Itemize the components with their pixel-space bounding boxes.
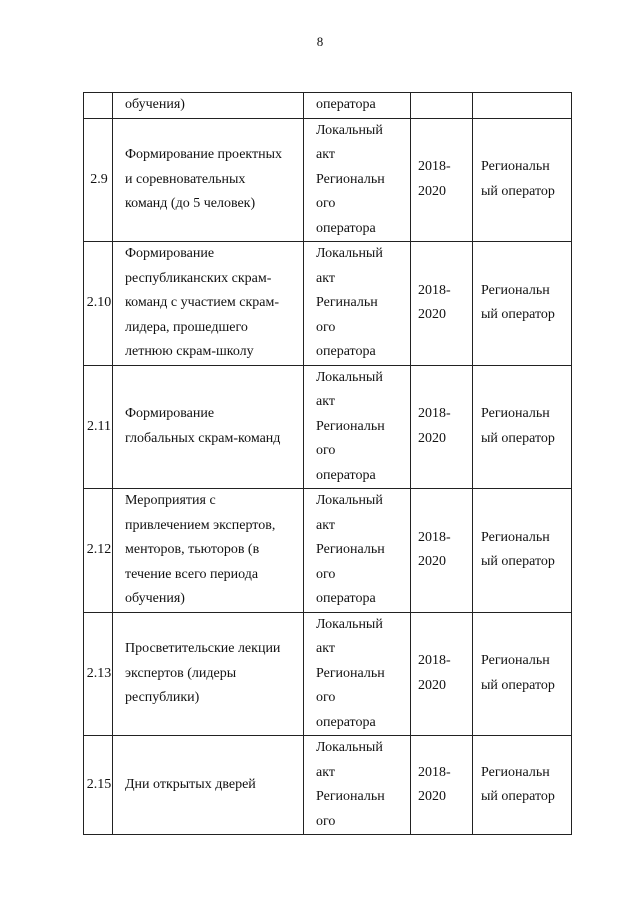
cell-activity-name — [113, 93, 304, 119]
cell-line: оператора — [316, 467, 376, 483]
cell-line: экспертов (лидеры — [125, 665, 237, 681]
table-row — [84, 612, 572, 736]
activities-table — [83, 92, 572, 835]
cell-line: ого — [316, 443, 336, 458]
cell-document — [304, 118, 411, 242]
cell-line: Региональн — [481, 406, 550, 422]
cell-line: ый оператор — [481, 307, 555, 323]
cell-line: Локальный — [316, 740, 383, 755]
cell-line: команд (до 5 человек) — [125, 196, 256, 211]
table-row — [84, 736, 572, 835]
cell-line: акт — [316, 641, 335, 656]
cell-line: оператора — [316, 344, 376, 359]
cell-line: Региональн — [316, 418, 385, 434]
cell-document — [304, 736, 411, 835]
cell-line: оператора — [316, 220, 376, 236]
cell-line: обучения) — [125, 97, 185, 112]
cell-responsible — [473, 489, 572, 613]
cell-period — [411, 612, 473, 736]
cell-period — [411, 93, 473, 119]
table-row — [84, 489, 572, 613]
page-number: 8 — [316, 34, 324, 49]
cell-line: акт — [316, 147, 335, 162]
cell-line: 2020 — [418, 554, 446, 570]
cell-line: обучения) — [125, 591, 185, 606]
cell-line: Региональн — [481, 764, 550, 780]
cell-line: Региональн — [316, 171, 385, 187]
cell-line: Региональн — [481, 159, 550, 175]
cell-line: привлечением экспертов, — [125, 517, 276, 533]
cell-line: 2020 — [418, 183, 446, 199]
table-row — [84, 242, 572, 366]
cell-line: Региональн — [481, 653, 550, 669]
table-row-continuation — [84, 93, 572, 119]
cell-period — [411, 118, 473, 242]
cell-line: ый оператор — [481, 554, 555, 570]
cell-responsible — [473, 242, 572, 366]
cell-line: Локальный — [316, 493, 383, 508]
cell-line: оператора — [316, 714, 376, 730]
cell-line: республики) — [125, 690, 200, 705]
cell-number: 2.9 — [84, 118, 113, 242]
cell-line: 2018- — [418, 282, 451, 298]
cell-line: ого — [316, 813, 336, 829]
table-row — [84, 365, 572, 489]
cell-period — [411, 242, 473, 366]
cell-document — [304, 489, 411, 613]
cell-number — [84, 93, 113, 119]
cell-responsible — [473, 612, 572, 736]
cell-line: ый оператор — [481, 677, 555, 693]
cell-line: 2020 — [418, 789, 446, 804]
cell-line: оператора — [316, 97, 376, 112]
cell-line: Региональн — [316, 789, 385, 804]
cell-line: Региональн — [316, 665, 385, 681]
cell-line: акт — [316, 764, 335, 780]
cell-line: Локальный — [316, 369, 383, 385]
cell-line: ый оператор — [481, 183, 555, 199]
cell-line: ый оператор — [481, 430, 555, 446]
cell-line: ый оператор — [481, 789, 555, 804]
cell-line: Региональн — [481, 282, 550, 298]
cell-line: Дни открытых дверей — [125, 776, 256, 792]
cell-line: оператора — [316, 591, 376, 606]
cell-line: Регинальн — [316, 295, 378, 310]
cell-activity-name — [113, 489, 304, 613]
cell-line: лидера, прошедшего — [125, 319, 248, 335]
cell-line: течение всего периода — [125, 566, 259, 582]
cell-line: Мероприятия с — [125, 493, 216, 508]
cell-line: ого — [316, 566, 336, 582]
cell-activity-name — [113, 242, 304, 366]
cell-line: ого — [316, 690, 336, 705]
cell-line: 2020 — [418, 677, 446, 693]
cell-line: 2020 — [418, 307, 446, 323]
cell-document — [304, 242, 411, 366]
cell-activity-name — [113, 365, 304, 489]
cell-line: Просветительские лекции — [125, 641, 281, 656]
cell-responsible — [473, 93, 572, 119]
cell-number: 2.12 — [84, 489, 113, 613]
cell-number: 2.13 — [84, 612, 113, 736]
cell-line: Региональн — [481, 529, 550, 545]
cell-line: глобальных скрам-команд — [125, 430, 281, 446]
cell-line: акт — [316, 270, 335, 286]
cell-responsible — [473, 118, 572, 242]
cell-number: 2.11 — [84, 365, 113, 489]
cell-line: акт — [316, 394, 335, 409]
cell-number: 2.15 — [84, 736, 113, 835]
cell-document — [304, 612, 411, 736]
cell-line: менторов, тьюторов (в — [125, 542, 260, 557]
cell-line: республиканских скрам- — [125, 270, 272, 286]
cell-number: 2.10 — [84, 242, 113, 366]
cell-line: Локальный — [316, 616, 383, 632]
cell-line: ого — [316, 196, 336, 211]
cell-line: 2018- — [418, 764, 451, 780]
cell-period — [411, 489, 473, 613]
cell-line: 2018- — [418, 159, 451, 175]
cell-line: 2018- — [418, 406, 451, 422]
cell-line: и соревновательных — [125, 171, 246, 187]
cell-responsible — [473, 365, 572, 489]
cell-document — [304, 365, 411, 489]
cell-line: Локальный — [316, 246, 383, 261]
cell-line: Формирование — [125, 406, 215, 422]
cell-line: 2018- — [418, 653, 451, 669]
cell-line: летнюю скрам-школу — [125, 344, 254, 359]
cell-period — [411, 365, 473, 489]
cell-line: Локальный — [316, 122, 383, 138]
cell-line: 2020 — [418, 430, 446, 446]
cell-activity-name — [113, 612, 304, 736]
cell-line: Формирование — [125, 246, 215, 261]
cell-line: 2018- — [418, 529, 451, 545]
table-body — [84, 93, 572, 835]
cell-document — [304, 93, 411, 119]
cell-line: ого — [316, 319, 336, 335]
cell-activity-name — [113, 736, 304, 835]
cell-line: акт — [316, 517, 335, 533]
table-row — [84, 118, 572, 242]
cell-line: команд с участием скрам- — [125, 295, 280, 310]
cell-responsible — [473, 736, 572, 835]
cell-activity-name — [113, 118, 304, 242]
cell-line: Формирование проектных — [125, 147, 283, 162]
cell-line: Региональн — [316, 542, 385, 557]
cell-period — [411, 736, 473, 835]
